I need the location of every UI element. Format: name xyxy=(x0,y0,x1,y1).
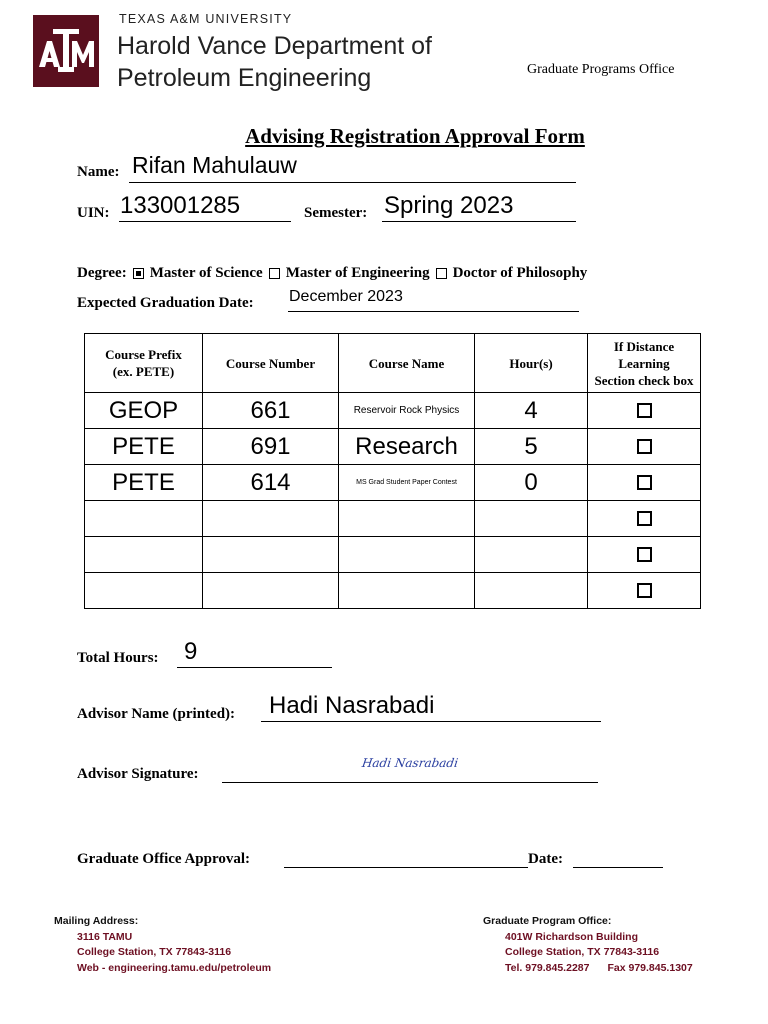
degree-ms-label: Master of Science xyxy=(149,265,263,281)
hours-cell[interactable]: 0 xyxy=(475,465,588,501)
course-name-cell[interactable]: MS Grad Student Paper Contest xyxy=(339,465,475,501)
table-row xyxy=(85,429,701,465)
advisor-name-label: Advisor Name (printed): xyxy=(77,706,236,722)
department-name-line2: Petroleum Engineering xyxy=(117,64,372,92)
distance-cell xyxy=(588,465,701,501)
header-distance-learning xyxy=(588,334,701,393)
department-name-line1: Harold Vance Department of xyxy=(117,32,432,60)
program-office-line2: College Station, TX 77843-3116 xyxy=(505,946,660,958)
date-line[interactable] xyxy=(573,867,663,868)
degree-phd-checkbox[interactable] xyxy=(436,268,447,279)
course-number-cell[interactable]: 691 xyxy=(203,429,339,465)
distance-checkbox[interactable] xyxy=(637,511,652,526)
hours-cell[interactable] xyxy=(475,501,588,537)
program-office-fax: Fax 979.845.1307 xyxy=(607,961,693,974)
advisor-signature-line xyxy=(222,782,598,783)
uin-field[interactable]: 133001285 xyxy=(120,192,241,219)
hours-cell[interactable]: 4 xyxy=(475,393,588,429)
program-office-heading: Graduate Program Office: xyxy=(483,915,612,927)
degree-meng-label: Master of Engineering xyxy=(285,265,430,281)
hours-cell[interactable]: 5 xyxy=(475,429,588,465)
header-distance-line2: Learning xyxy=(618,355,670,371)
office-approval-label: Graduate Office Approval: xyxy=(77,851,251,867)
distance-cell xyxy=(588,537,701,573)
program-office-phone: Tel. 979.845.2287 xyxy=(505,961,590,974)
distance-checkbox[interactable] xyxy=(637,475,652,490)
degree-ms-checkbox[interactable] xyxy=(133,268,144,279)
semester-label: Semester: xyxy=(304,205,368,221)
header-prefix-line1: Course Prefix xyxy=(105,347,182,362)
uin-field-line xyxy=(119,221,291,222)
program-office-block xyxy=(483,914,693,976)
header-course-name: Course Name xyxy=(339,334,475,393)
header-distance-line3: Section check box xyxy=(594,372,694,388)
total-hours-label: Total Hours: xyxy=(77,650,159,666)
course-prefix-cell[interactable] xyxy=(85,501,203,537)
course-name-cell[interactable]: Research xyxy=(339,429,475,465)
advisor-name-field[interactable]: Hadi Nasrabadi xyxy=(269,692,435,719)
course-number-cell[interactable] xyxy=(203,573,339,609)
hours-cell[interactable] xyxy=(475,573,588,609)
tamu-logo xyxy=(33,15,99,87)
distance-checkbox[interactable] xyxy=(637,403,652,418)
grad-date-field[interactable]: December 2023 xyxy=(289,288,403,305)
total-hours-line xyxy=(177,667,332,668)
atm-logo-icon xyxy=(33,15,99,87)
course-name-cell[interactable]: Reservoir Rock Physics xyxy=(339,393,475,429)
distance-cell xyxy=(588,501,701,537)
course-number-cell[interactable] xyxy=(203,537,339,573)
header-prefix-line2: (ex. PETE) xyxy=(112,364,175,379)
name-label: Name: xyxy=(77,164,120,180)
mailing-address-block xyxy=(54,914,271,976)
distance-cell xyxy=(588,393,701,429)
degree-phd-label: Doctor of Philosophy xyxy=(452,265,588,281)
course-prefix-cell[interactable]: PETE xyxy=(85,429,203,465)
course-name-cell[interactable] xyxy=(339,573,475,609)
distance-cell xyxy=(588,429,701,465)
advisor-name-line xyxy=(261,721,601,722)
course-prefix-cell[interactable] xyxy=(85,573,203,609)
distance-cell xyxy=(588,573,701,609)
mailing-line2: College Station, TX 77843-3116 xyxy=(77,946,232,958)
name-field[interactable]: Rifan Mahulauw xyxy=(132,152,297,178)
table-row xyxy=(85,393,701,429)
uin-label: UIN: xyxy=(77,205,110,221)
course-number-cell[interactable] xyxy=(203,501,339,537)
course-name-cell[interactable] xyxy=(339,501,475,537)
course-number-cell[interactable]: 614 xyxy=(203,465,339,501)
course-prefix-cell[interactable]: GEOP xyxy=(85,393,203,429)
total-hours-field[interactable]: 9 xyxy=(184,638,198,665)
program-office-contact xyxy=(483,961,693,977)
course-table xyxy=(84,333,701,609)
course-number-cell[interactable]: 661 xyxy=(203,393,339,429)
course-prefix-cell[interactable] xyxy=(85,537,203,573)
name-field-line xyxy=(129,182,576,183)
advisor-signature: Hadi Nasrabadi xyxy=(361,756,459,770)
table-row xyxy=(85,537,701,573)
table-row xyxy=(85,573,701,609)
mailing-web-link[interactable]: Web - engineering.tamu.edu/petroleum xyxy=(77,961,272,974)
header-course-number: Course Number xyxy=(203,334,339,393)
mailing-line1: 3116 TAMU xyxy=(77,930,133,943)
table-header-row xyxy=(85,334,701,393)
office-label: Graduate Programs Office xyxy=(527,62,675,77)
grad-date-line xyxy=(288,311,579,312)
table-row xyxy=(85,501,701,537)
form-title: Advising Registration Approval Form xyxy=(245,124,585,148)
university-name: TEXAS A&M UNIVERSITY xyxy=(119,12,293,26)
header-distance-line1: If Distance xyxy=(613,338,675,354)
distance-checkbox[interactable] xyxy=(637,583,652,598)
degree-row xyxy=(77,265,587,282)
distance-checkbox[interactable] xyxy=(637,547,652,562)
hours-cell[interactable] xyxy=(475,537,588,573)
program-office-line1: 401W Richardson Building xyxy=(505,930,639,943)
degree-meng-checkbox[interactable] xyxy=(269,268,280,279)
semester-field[interactable]: Spring 2023 xyxy=(384,192,514,219)
grad-date-label: Expected Graduation Date: xyxy=(77,295,254,311)
semester-field-line xyxy=(382,221,576,222)
office-approval-line[interactable] xyxy=(284,867,528,868)
date-label: Date: xyxy=(528,851,563,867)
course-name-cell[interactable] xyxy=(339,537,475,573)
degree-label: Degree: xyxy=(77,265,127,281)
header-hours: Hour(s) xyxy=(475,334,588,393)
advisor-signature-label: Advisor Signature: xyxy=(77,766,199,782)
distance-checkbox[interactable] xyxy=(637,439,652,454)
header-course-prefix xyxy=(85,334,203,393)
table-row xyxy=(85,465,701,501)
mailing-heading: Mailing Address: xyxy=(54,915,139,927)
course-prefix-cell[interactable]: PETE xyxy=(85,465,203,501)
